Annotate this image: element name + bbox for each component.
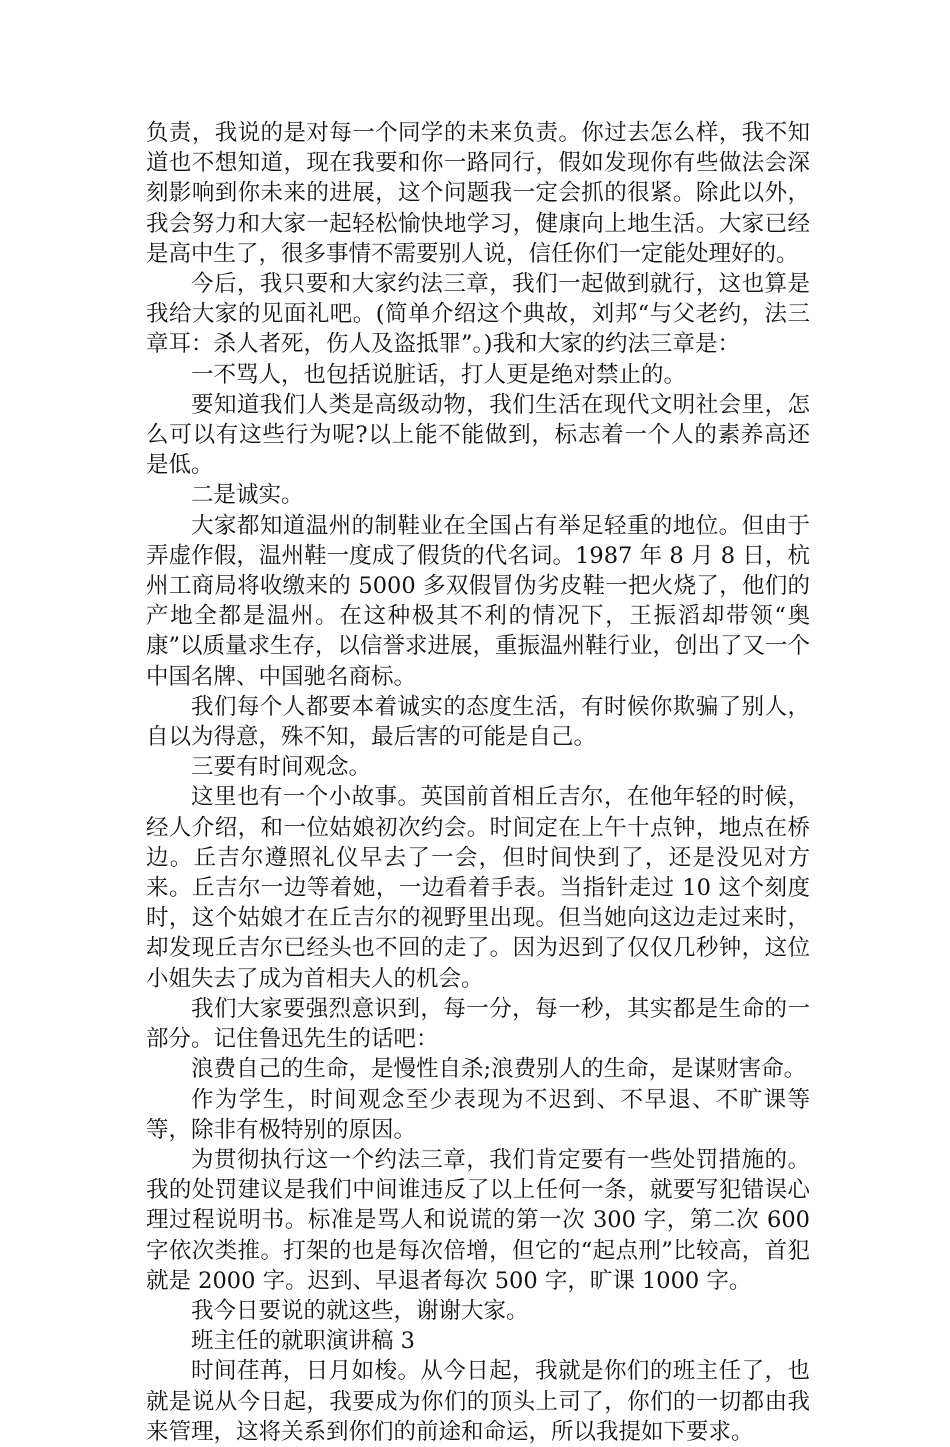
paragraph: 时间荏苒，日月如梭。从今日起，我就是你们的班主任了，也就是说从今日起，我要成为你们的顶头上司了，你们的一切都由我来管理，这将关系到你们的前途和命运，所以我提如下要求。 bbox=[146, 1358, 810, 1445]
document-body bbox=[146, 118, 810, 1447]
paragraph: 我们每个人都要本着诚实的态度生活，有时候你欺骗了别人，自以为得意，殊不知，最后害的可能是自己。 bbox=[146, 693, 810, 751]
paragraph: 今后，我只要和大家约法三章，我们一起做到就行，这也算是我给大家的见面礼吧。(简单介绍这个典故，刘邦“与父老约，法三章耳：杀人者死，伤人及盗抵罪”。)我和大家的约法三章是： bbox=[146, 271, 810, 358]
paragraph: 浪费自己的生命，是慢性自杀;浪费别人的生命，是谋财害命。 bbox=[191, 1056, 807, 1083]
paragraph: 大家都知道温州的制鞋业在全国占有举足轻重的地位。但由于弄虚作假，温州鞋一度成了假货的代名词。1987 年 8 月 8 日，杭州工商局将收缴来的 5000 多双假冒伪劣皮鞋一把火烧了，他们的产地全都是温州。在这种极其不利的情况下，王振滔却带领“奥康”以质量求生存，以信誉求进展，重振温州鞋行业，创出了又一个中国名牌、中国驰名商标。 bbox=[146, 512, 811, 690]
paragraph: 为贯彻执行这一个约法三章，我们肯定要有一些处罚措施的。我的处罚建议是我们中间谁违反了以上任何一条，就要写犯错误心理过程说明书。标准是骂人和说谎的第一次 300 字，第二次 600 字依次类推。打架的也是每次倍增，但它的“起点刑”比较高，首犯就是 2000 字。迟到、早退者每次 500 字，旷课 1000 字。 bbox=[146, 1146, 810, 1294]
paragraph: 我今日要说的就这些，谢谢大家。 bbox=[191, 1297, 529, 1324]
paragraph: 我们大家要强烈意识到，每一分，每一秒，其实都是生命的一部分。记住鲁迅先生的话吧： bbox=[146, 995, 810, 1053]
paragraph: 一不骂人，也包括说脏话，打人更是绝对禁止的。 bbox=[191, 361, 687, 388]
paragraph: 负责，我说的是对每一个同学的未来负责。你过去怎么样，我不知道也不想知道，现在我要和你一路同行，假如发现你有些做法会深刻影响到你未来的进展，这个问题我一定会抓的很紧。除此以外，我会努力和大家一起轻松愉快地学习，健康向上地生活。大家已经是高中生了，很多事情不需要别人说，信任你们一定能处理好的。 bbox=[146, 120, 810, 267]
paragraph: 三要有时间观念。 bbox=[191, 754, 372, 781]
paragraph: 二是诚实。 bbox=[191, 482, 304, 509]
section-heading: 班主任的就职演讲稿 3 bbox=[191, 1328, 415, 1355]
paragraph: 作为学生，时间观念至少表现为不迟到、不早退、不旷课等等，除非有极特别的原因。 bbox=[146, 1086, 810, 1143]
paragraph: 要知道我们人类是高级动物，我们生活在现代文明社会里，怎么可以有这些行为呢?以上能不能做到，标志着一个人的素养高还是低。 bbox=[146, 391, 810, 479]
paragraph: 这里也有一个小故事。英国前首相丘吉尔，在他年轻的时候，经人介绍，和一位姑娘初次约会。时间定在上午十点钟，地点在桥边。丘吉尔遵照礼仪早去了一会，但时间快到了，还是没见对方来。丘吉尔一边等着她，一边看着手表。当指针走过 10 这个刻度时，这个姑娘才在丘吉尔的视野里出现。但当她向这边走过来时，却发现丘吉尔已经头也不回的走了。因为迟到了仅仅几秒钟，这位小姐失去了成为首相夫人的机会。 bbox=[146, 784, 810, 992]
